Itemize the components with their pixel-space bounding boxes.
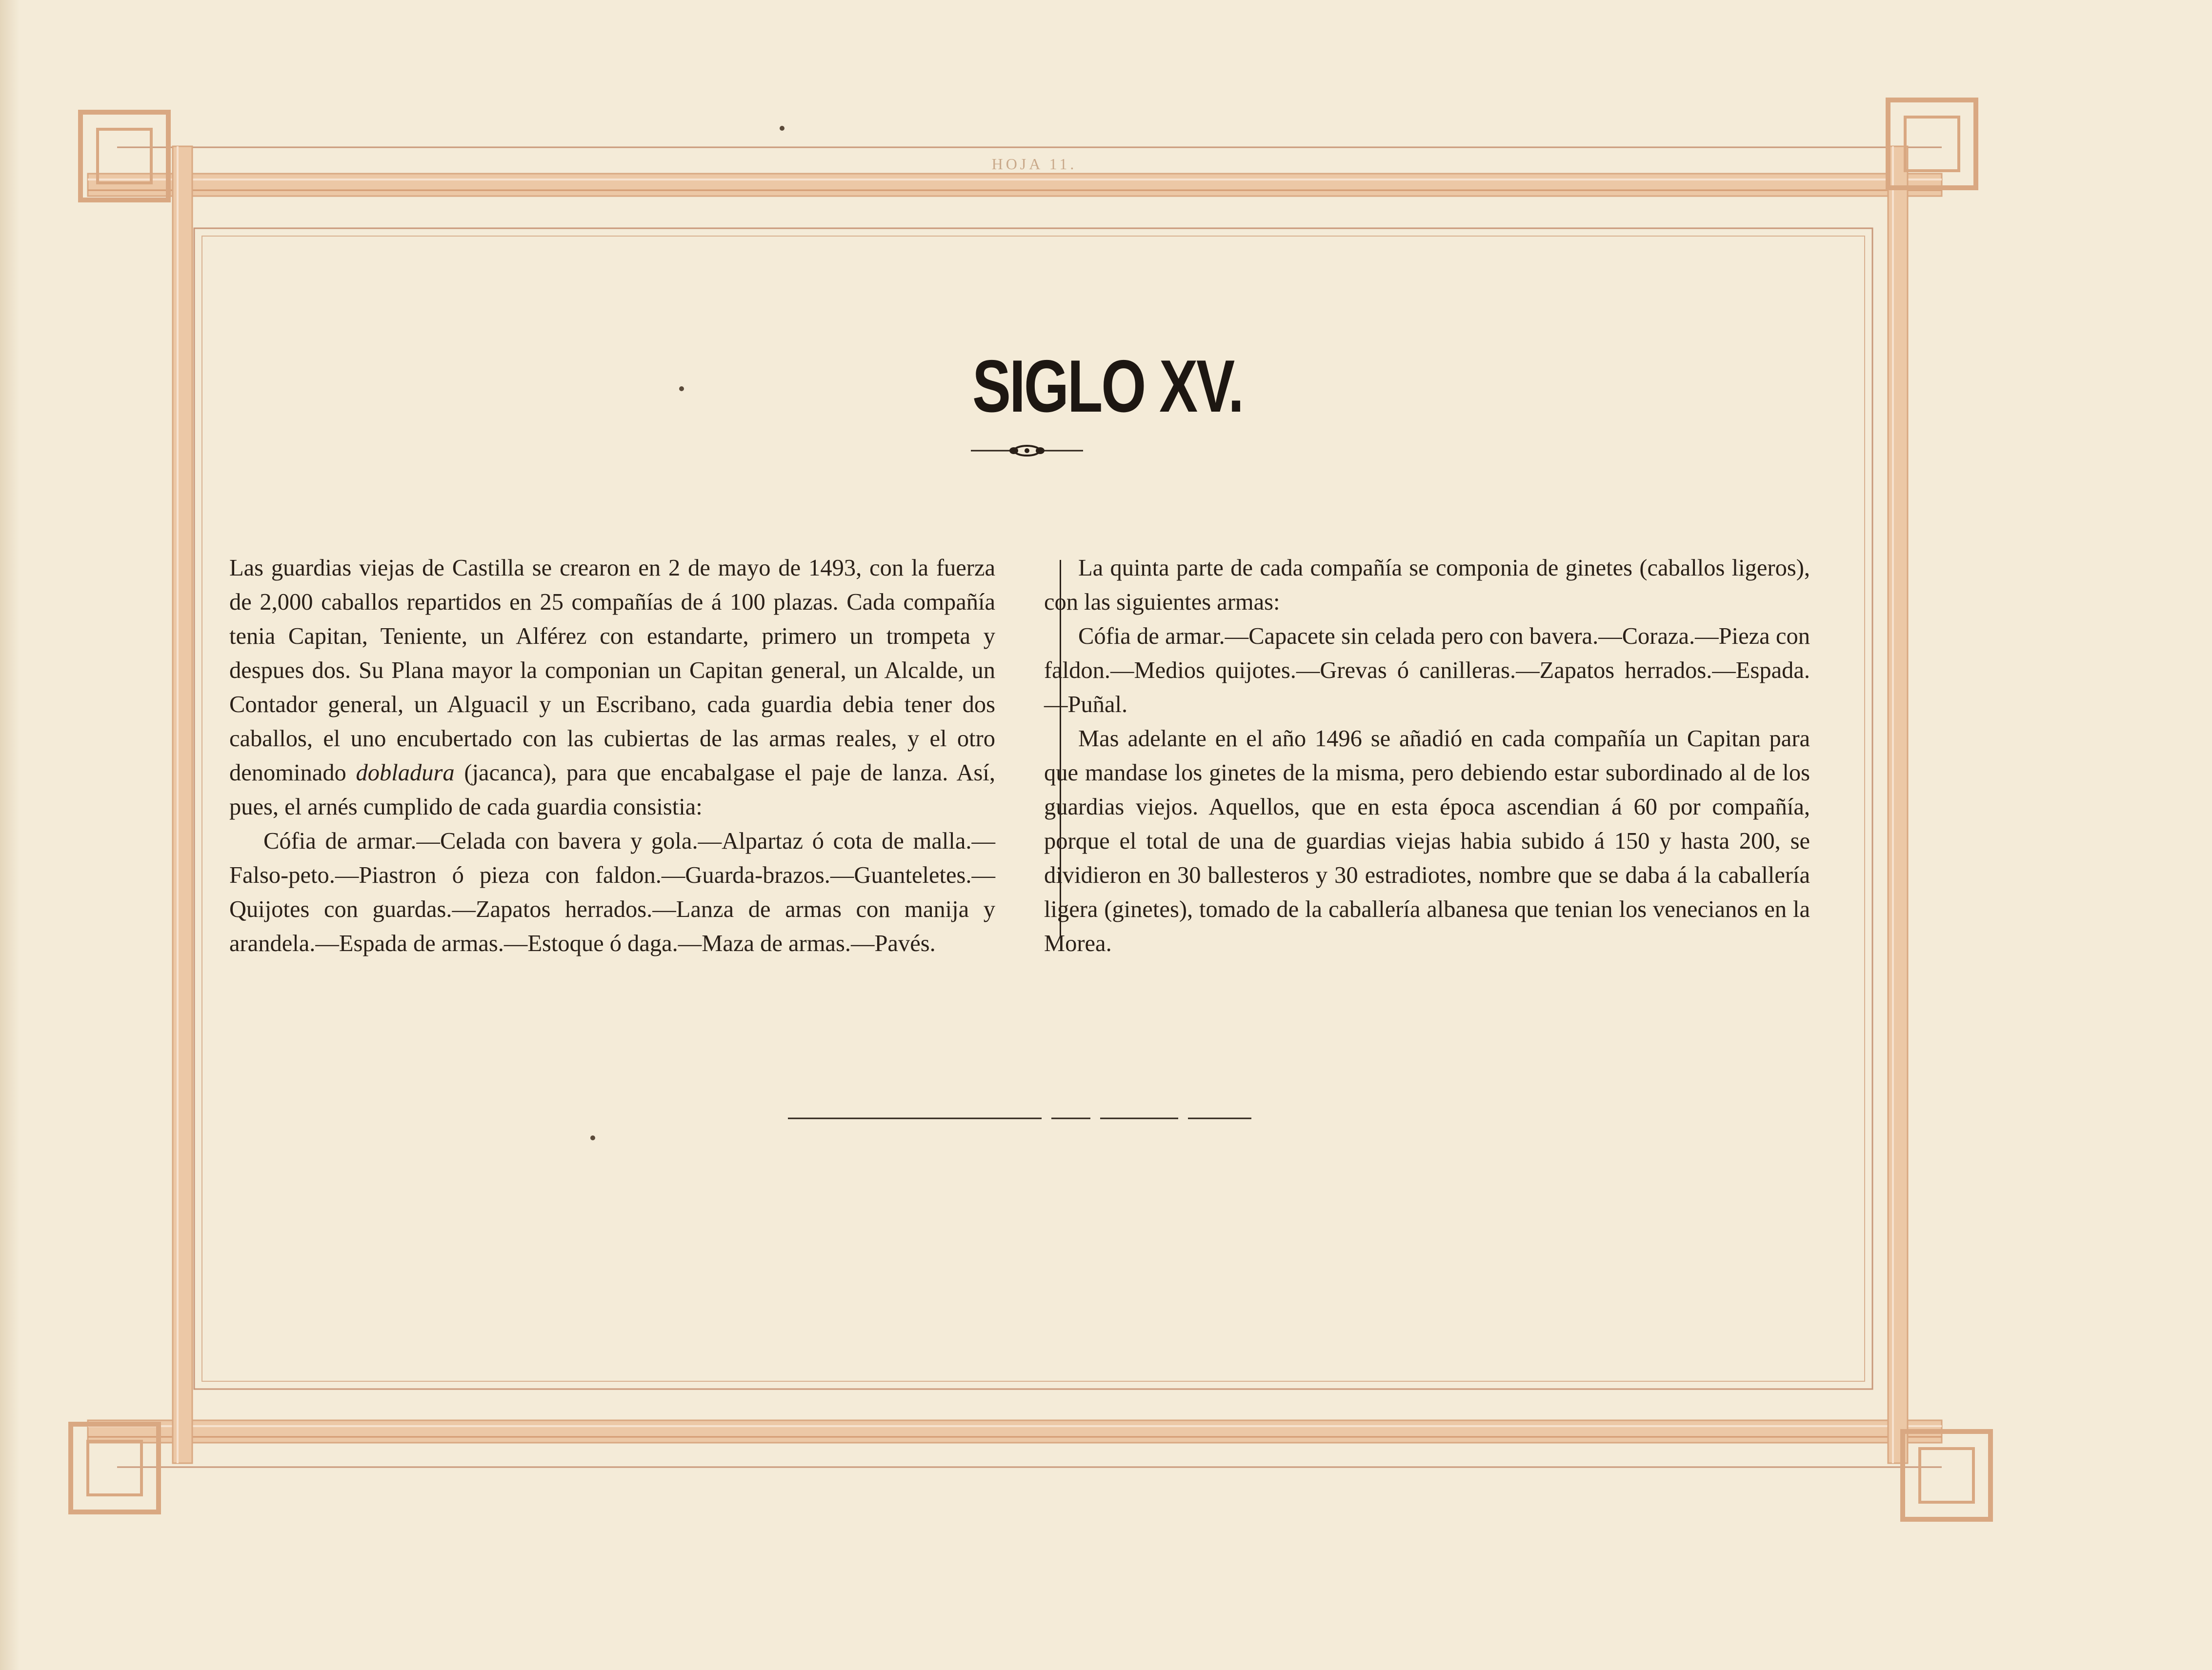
- right-text-column: [1044, 551, 1810, 961]
- ink-speck: [679, 386, 684, 391]
- left-paragraph-2: Cófia de armar.—Celada con bavera y gola.—Alpartaz ó cota de malla.—Falso-peto.—Piastron ó pieza con faldon.—Guarda-brazos.—Guanteletes.—Quijotes con guardas.—Zapatos herrados.—Lanza de armas con manija y arandela.—Espada de armas.—Estoque ó daga.—Maza de armas.—Pavés.: [229, 828, 995, 956]
- right-band: [1888, 146, 1908, 1463]
- right-paragraph-3: Mas adelante en el año 1496 se añadió en cada compañía un Capitan para que mandase los ginetes de la misma, pero debiendo estar subordinado al de los guardias viejos. Aquellos, que en esta época ascendian á 60 por compañía, porque el total de una de guardias viejas habia subido á 150 y hasta 200, se dividieron en 30 ballesteros y 30 estradiotes, nombre que se daba á la caballería ligera (ginetes), tomado de la caballería albanesa que tenian los venecianos en la Morea.: [1044, 726, 1810, 956]
- bottom-band: [88, 1420, 1942, 1443]
- ink-speck: [780, 126, 784, 131]
- closing-rule: [788, 1117, 1251, 1119]
- page-title: SIGLO XV.: [972, 345, 1243, 428]
- ink-speck: [590, 1135, 595, 1140]
- sheet-number-label: HOJA 11.: [991, 155, 1077, 173]
- right-paragraph-1: La quinta parte de cada compañía se componia de ginetes (caballos ligeros), con las siguientes armas:: [1044, 555, 1810, 615]
- left-text-column: [229, 551, 995, 961]
- left-paragraph-1: Las guardias viejas de Castilla se crearon en 2 de mayo de 1493, con la fuerza de 2,000 caballos repartidos en 25 compañías de á 100 plazas. Cada compañía tenia Capitan, Teniente, un Alférez con estandarte, primero un trompeta y despues dos. Su Plana mayor la componian un Capitan general, un Alcalde, un Contador general, un Alguacil y un Escribano, cada guardia debia tener dos caballos, el uno encubertado con las cubiertas de las armas reales, y el otro denominado dobladura (jacanca), para que encabalgase el paje de lanza. Así, pues, el arnés cumplido de cada guardia consistia:: [229, 555, 995, 820]
- corner-bottom-right: [1903, 1431, 1991, 1519]
- title-ornament-icon: [971, 440, 1083, 459]
- top-band: [88, 174, 1942, 196]
- left-band: [173, 146, 192, 1463]
- italic-term: dobladura: [356, 760, 455, 786]
- right-paragraph-2: Cófia de armar.—Capacete sin celada pero con bavera.—Coraza.—Pieza con faldon.—Medios quijotes.—Grevas ó canilleras.—Zapatos herrados.—Espada.—Puñal.: [1044, 623, 1810, 717]
